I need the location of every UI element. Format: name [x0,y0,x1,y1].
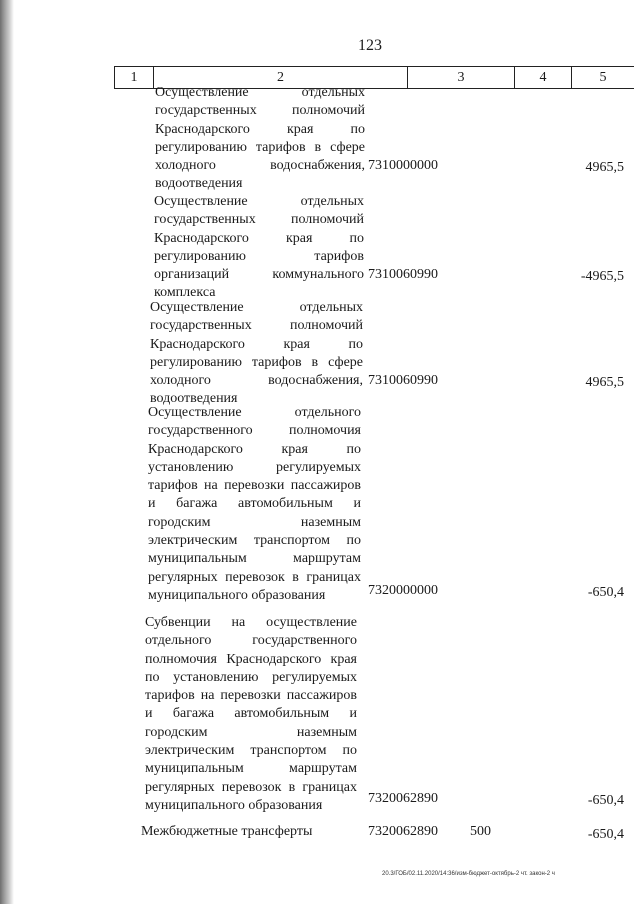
header-col-3: 3 [407,67,514,88]
row-6-code: 7320062890 [368,824,438,839]
row-4-amount: -650,4 [587,585,624,600]
row-2-code: 7310060990 [368,267,438,282]
row-2-description: Осуществление отдельных государственных полномочий Краснодарского края по регулированию тарифов организаций коммунального комплекса [154,194,364,301]
row-3-description: Осуществление отдельных государственных полномочий Краснодарского края по регулированию тарифов в сфере холодного водоснабжения, водоотведения [150,300,363,407]
scan-shadow-edge [0,0,14,904]
row-1-description: Осуществление отдельных государственных полномочий Краснодарского края по регулированию тарифов в сфере холодного водоснабжения, водоотведения [155,85,365,192]
row-4-code: 7320000000 [368,583,438,598]
row-2-amount: -4965,5 [580,269,624,284]
row-3-code: 7310060990 [368,373,438,388]
row-5-description: Субвенции на осуществление отдельного государственного полномочия Краснодарского края по установлению регулируемых тарифов на перевозки пассажиров и багажа автомобильным и городским наземным электрическим транспортом по муниципальным маршрутам регулярных перевозок в границах муниципального образования [145,615,357,813]
header-col-1: 1 [114,67,153,88]
row-1-amount: 4965,5 [585,160,624,175]
header-col-4: 4 [514,67,571,88]
header-col-2: 2 [153,67,407,88]
row-5-amount: -650,4 [587,793,624,808]
row-6-amount: -650,4 [587,827,624,842]
row-1-code: 7310000000 [368,158,438,173]
row-3-amount: 4965,5 [585,375,624,390]
footer-file-stamp: 20.3/ГОБ/02.11.2020/14:36/изм-бюджет-октябрь-2 чт. закон-2 ч [382,871,555,877]
header-col-5: 5 [571,67,634,88]
page-number: 123 [358,37,382,54]
row-5-code: 7320062890 [368,791,438,806]
row-6-kvr: 500 [470,824,491,839]
row-4-description: Осуществление отдельного государственного полномочия Краснодарского края по установлению регулируемых тарифов на перевозки пассажиров и багажа автомобильным и городским наземным электрическим транспортом по муниципальным маршрутам регулярных перевозок в границах муниципального образования [148,405,361,603]
row-6-description: Межбюджетные трансферты [141,824,313,839]
